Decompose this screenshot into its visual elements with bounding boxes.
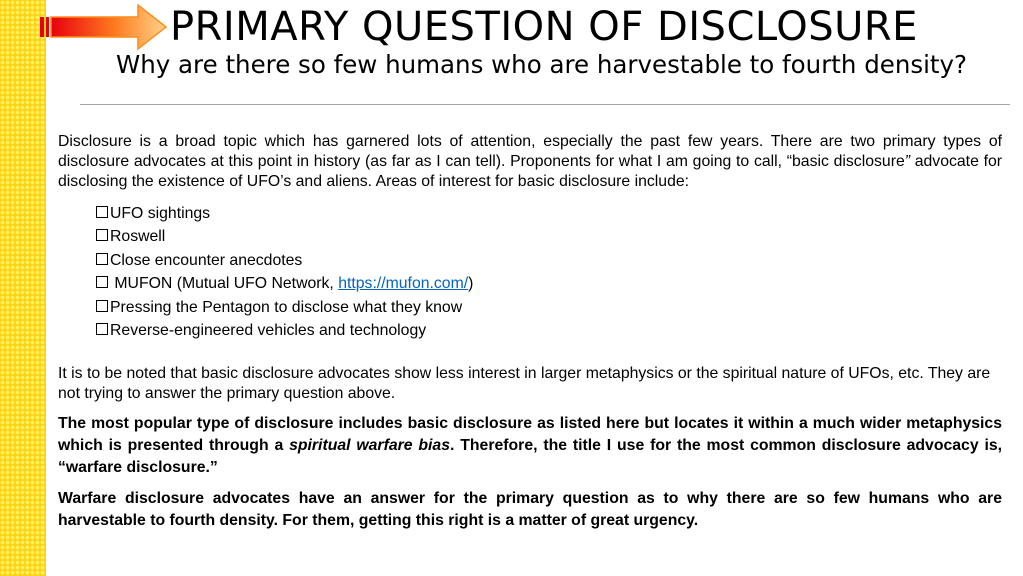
- list-item: [96, 296, 1002, 319]
- list-item: [96, 319, 1002, 342]
- intro-paragraph: [58, 132, 1002, 192]
- list-item: [96, 249, 1002, 272]
- page-title: PRIMARY QUESTION OF DISCLOSURE: [170, 4, 918, 50]
- checkbox-icon: [96, 300, 108, 312]
- list-item-text: UFO sightings: [110, 205, 211, 222]
- checkbox-icon: [96, 206, 108, 218]
- paragraph-warfare-answer: Warfare disclosure advocates have an answer for the primary question as to why there are so few humans who are harvestable to fourth density. For them, getting this right is a matter of great urgency.: [58, 490, 1002, 530]
- checkbox-icon: [96, 253, 108, 265]
- list-item: [96, 225, 1002, 248]
- decorative-dot-strip: [0, 0, 46, 576]
- paragraph-text: . Therefore, the title I use for the most common disclosure advocacy is, “warfare disclosure.”: [58, 437, 1003, 477]
- interest-list: [96, 202, 1002, 342]
- emphasis-text: spiritual warfare bias: [289, 437, 451, 455]
- paragraph-warfare-intro: [58, 413, 1002, 479]
- paragraph-basic-disclosure: It is to be noted that basic disclosure advocates show less interest in larger metaphysics or the spiritual nature of UFOs, etc. They are not trying to answer the primary question above.: [58, 365, 991, 403]
- checkbox-icon: [96, 229, 108, 241]
- arrow-icon: [38, 2, 170, 52]
- list-item-text: Reverse-engineered vehicles and technology: [110, 322, 427, 340]
- list-item-text: Pressing the Pentagon to disclose what they know: [110, 298, 463, 316]
- list-item: [96, 202, 1002, 225]
- page-subtitle: Why are there so few humans who are harvestable to fourth density?: [116, 50, 968, 79]
- list-item: [96, 272, 1002, 295]
- intro-text-1: Disclosure is a broad topic which has garnered lots of attention, especially the past few years. There are two primary types of disclosure advocates at this point in history (as far as I can tell). Proponents for what I am going to call, “basic disclosure: [58, 133, 1002, 170]
- paragraph-text: The most popular type of disclosure includes basic disclosure as listed here but locates it within a much wider metaphysics which is presented through a: [58, 415, 1002, 455]
- list-item-text: Close encounter anecdotes: [110, 251, 303, 269]
- checkbox-icon: [96, 323, 108, 335]
- list-item-text: Roswell: [110, 228, 166, 246]
- intro-text-2: advocate for disclosing the existence of UFO’s and aliens. Areas of interest for basic disclosure include:: [58, 153, 1003, 190]
- list-item-text: MUFON (Mutual UFO Network,: [110, 275, 339, 293]
- divider: [80, 104, 1010, 105]
- mufon-link[interactable]: https://mufon.com/: [338, 275, 469, 293]
- list-item-text: ): [468, 275, 474, 293]
- intro-quote: ”: [904, 153, 911, 170]
- slide-body: [58, 132, 1002, 532]
- checkbox-icon: [96, 276, 108, 288]
